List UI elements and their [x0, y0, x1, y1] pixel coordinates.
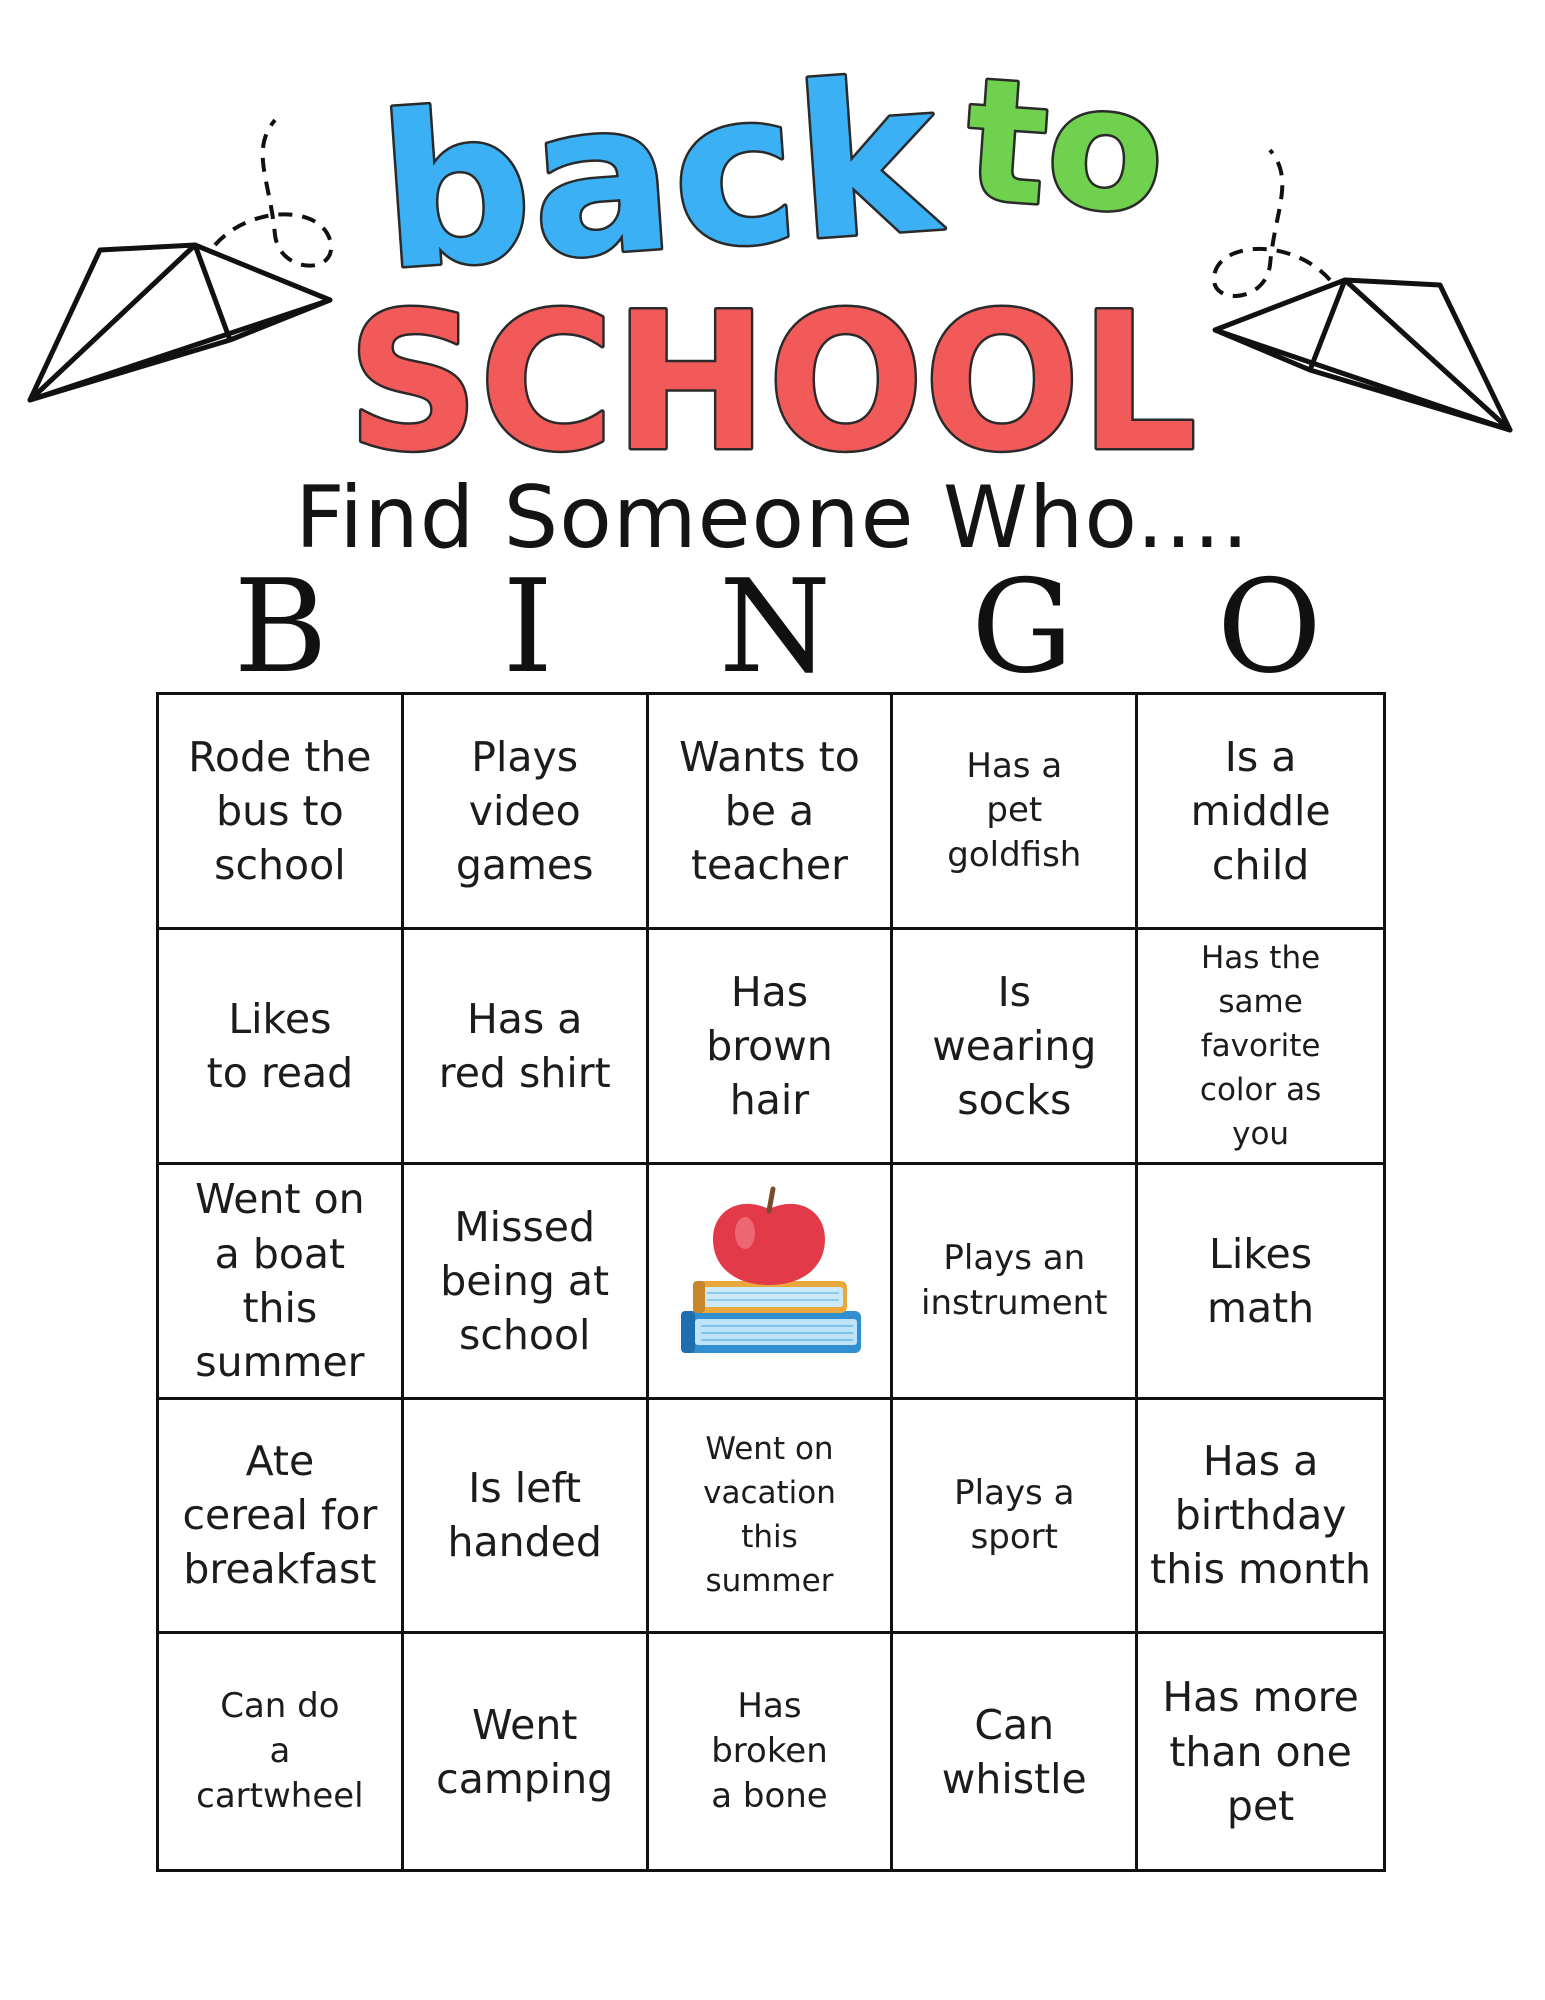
bingo-cell[interactable] [159, 1400, 404, 1635]
bingo-cell[interactable] [404, 1400, 649, 1635]
bingo-cell[interactable] [649, 930, 894, 1165]
bingo-cell[interactable] [159, 695, 404, 930]
bingo-cell[interactable] [404, 695, 649, 930]
bingo-cell[interactable] [159, 1165, 404, 1400]
cell-text: Likes math [1207, 1229, 1315, 1332]
bingo-letter-n: N [718, 553, 831, 702]
bingo-cell[interactable] [893, 695, 1138, 930]
bingo-cell[interactable] [1138, 1400, 1383, 1635]
cell-text: Has a birthday this month [1150, 1437, 1372, 1594]
apple-on-books-icon [669, 1181, 869, 1381]
cell-text: Has the same favorite color as you [1199, 939, 1322, 1152]
right-dashed-trail [1214, 150, 1330, 296]
bingo-cell[interactable] [893, 1165, 1138, 1400]
free-space-cell[interactable] [649, 1165, 894, 1400]
bingo-cell[interactable] [1138, 1165, 1383, 1400]
bingo-letters [157, 553, 1393, 702]
bingo-cell[interactable] [404, 1165, 649, 1400]
title-back: back [372, 33, 945, 318]
cell-text: Is wearing socks [932, 967, 1097, 1124]
bingo-letter-i: I [502, 553, 554, 702]
bingo-cell[interactable] [893, 1400, 1138, 1635]
cell-text: Missed being at school [440, 1202, 610, 1359]
right-paper-plane-icon [1215, 280, 1510, 430]
bingo-cell[interactable] [159, 930, 404, 1165]
bingo-cell[interactable] [1138, 695, 1383, 930]
cell-text: Has brown hair [706, 967, 833, 1124]
cell-text: Wants to be a teacher [679, 732, 860, 889]
cell-text: Has a pet goldfish [947, 745, 1082, 876]
bingo-cell[interactable] [893, 930, 1138, 1165]
bingo-cell[interactable] [649, 1634, 894, 1869]
cell-text: Is a middle child [1190, 732, 1331, 889]
bingo-cell[interactable] [1138, 1634, 1383, 1869]
cell-text: Plays an instrument [921, 1237, 1108, 1323]
bingo-cell[interactable] [649, 1400, 894, 1635]
bingo-cell[interactable] [649, 695, 894, 930]
bingo-board [156, 692, 1386, 1872]
left-dashed-trail [215, 120, 331, 266]
cell-text: Plays video games [455, 732, 594, 889]
bingo-cell[interactable] [404, 930, 649, 1165]
cell-text: Has more than one pet [1162, 1673, 1359, 1830]
bingo-letter-b: B [233, 553, 328, 702]
bingo-cell[interactable] [404, 1634, 649, 1869]
cell-text: Has broken a bone [711, 1686, 828, 1817]
cell-text: Has a red shirt [438, 994, 611, 1097]
title-school: SCHOOL [347, 272, 1197, 480]
cell-text: Went on vacation this summer [703, 1431, 836, 1600]
left-paper-plane-icon [30, 245, 330, 400]
bingo-cell[interactable] [159, 1634, 404, 1869]
title-to: to [959, 41, 1171, 253]
cell-text: Rode the bus to school [188, 732, 372, 889]
cell-text: Can whistle [941, 1700, 1087, 1803]
cell-text: Went camping [436, 1700, 614, 1803]
cell-text: Ate cereal for breakfast [182, 1437, 378, 1594]
bingo-letter-o: O [1216, 553, 1322, 702]
bingo-cell[interactable] [1138, 930, 1383, 1165]
bingo-cell[interactable] [893, 1634, 1138, 1869]
cell-text: Can do a cartwheel [196, 1686, 364, 1817]
header-artwork [0, 0, 1545, 480]
subtitle-find-someone-who: Find Someone Who.... [295, 468, 1250, 568]
cell-text: Likes to read [206, 994, 354, 1097]
cell-text: Went on a boat this summer [195, 1175, 365, 1386]
cell-text: Is left handed [447, 1464, 602, 1567]
cell-text: Plays a sport [954, 1472, 1075, 1558]
bingo-letter-g: G [971, 553, 1074, 702]
